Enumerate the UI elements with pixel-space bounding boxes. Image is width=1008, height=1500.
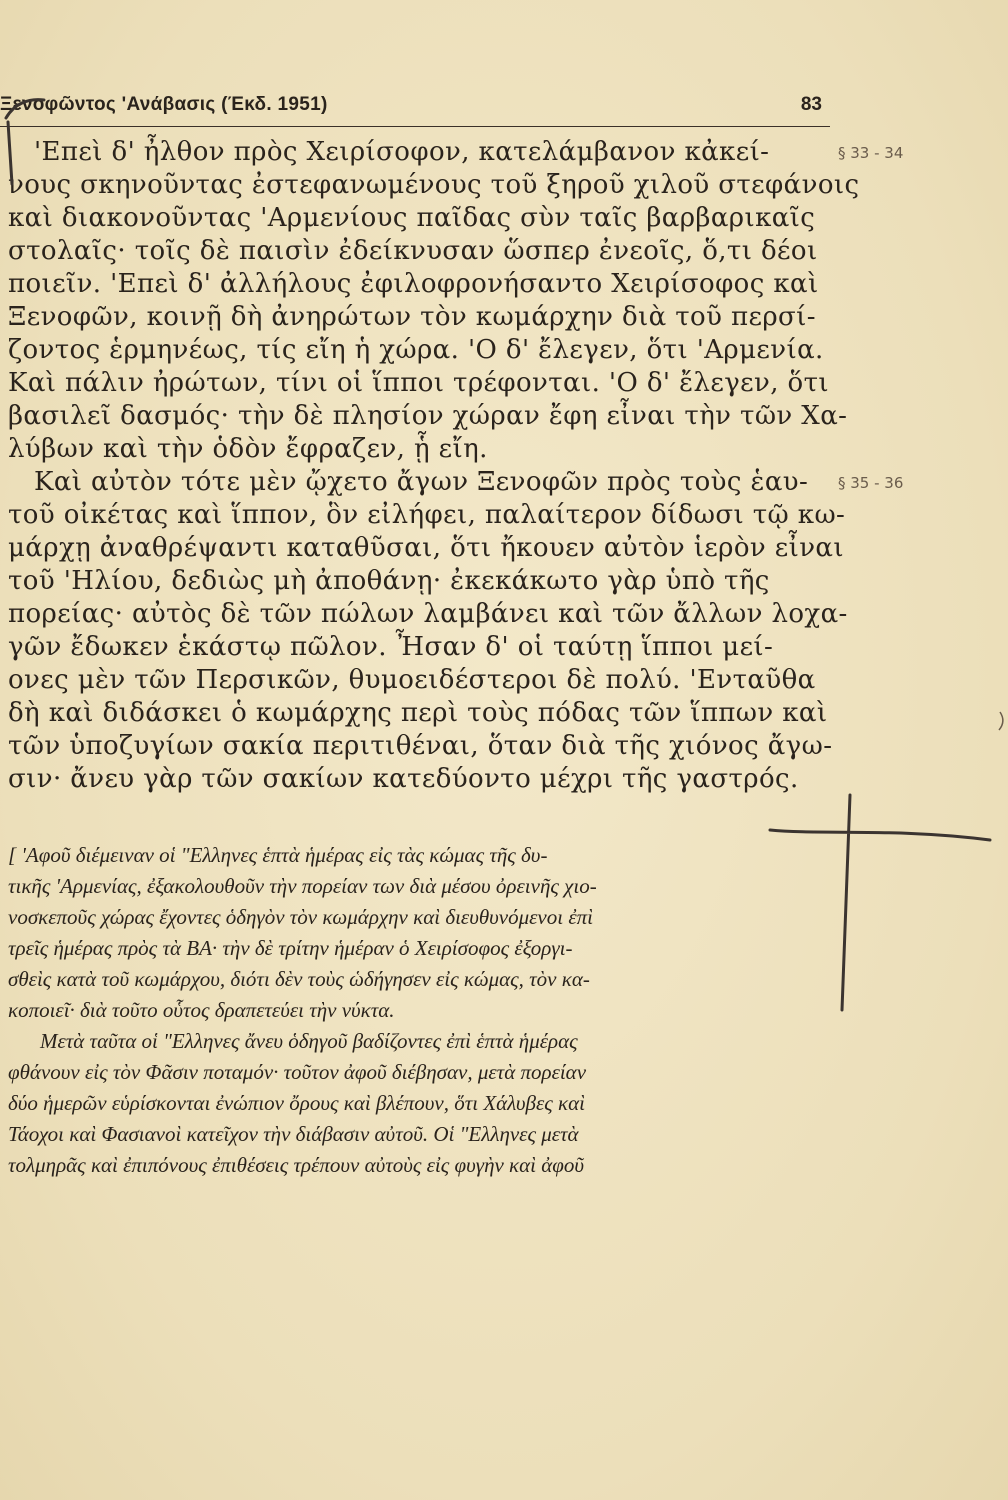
text-line: μάρχῃ ἀναθρέψαντι καταθῦσαι, ὅτι ἤκουεν αὐτὸν ἱερὸν εἶναι <box>8 533 844 563</box>
margin-section-ref: § 33 - 34 <box>838 144 904 162</box>
summary-line: σθεὶς κατὰ τοῦ κωμάρχου, διότι δὲν τοὺς ὡδήγησεν εἰς κώμας, τὸν κα- <box>8 967 590 991</box>
text-line: ποιεῖν. 'Επεὶ δ' ἀλλήλους ἐφιλοφρονήσαντο Χειρίσοφος καὶ <box>8 269 819 299</box>
text-line: Ξενοφῶν, κοινῇ δὴ ἀνηρώτων τὸν κωμάρχην διὰ τοῦ περσί- <box>8 302 816 332</box>
text-line: νους σκηνοῦντας ἐστεφανωμένους τοῦ ξηροῦ χιλοῦ στεφάνοις <box>8 170 860 200</box>
text-line: βασιλεῖ δασμός· τὴν δὲ πλησίον χώραν ἔφη εἶναι τὴν τῶν Χα- <box>8 401 848 431</box>
text-line: Καὶ πάλιν ἠρώτων, τίνι οἱ ἵπποι τρέφονται. 'Ο δ' ἔλεγεν, ὅτι <box>8 368 829 398</box>
text-line: Καὶ αὐτὸν τότε μὲν ᾤχετο ἄγων Ξενοφῶν πρὸς τοὺς ἑαυ- <box>34 467 809 497</box>
pencil-end-mark <box>770 795 990 1010</box>
text-line: λύβων καὶ τὴν ὁδὸν ἔφραζεν, ᾗ εἴη. <box>8 434 488 464</box>
text-line: ονες μὲν τῶν Περσικῶν, θυμοειδέστεροι δὲ πολύ. 'Ενταῦθα <box>8 665 816 695</box>
text-line: τοῦ οἰκέτας καὶ ἵππον, ὃν εἰλήφει, παλαίτερον δίδωσι τῷ κω- <box>8 500 846 530</box>
text-line: τῶν ὑποζυγίων σακία περιτιθέναι, ὅταν διὰ τῆς χιόνος ἄγω- <box>8 731 833 761</box>
summary-line: τολμηρᾶς καὶ ἐπιπόνους ἐπιθέσεις τρέπουν αὐτοὺς εἰς φυγὴν καὶ ἀφοῦ <box>8 1153 585 1177</box>
summary-line: Μετὰ ταῦτα οἱ "Ελληνες ἄνευ ὁδηγοῦ βαδίζοντες ἐπὶ ἑπτὰ ἡμέρας <box>40 1029 578 1053</box>
text-line: σιν· ἄνευ γὰρ τῶν σακίων κατεδύοντο μέχρι τῆς γαστρός. <box>8 764 799 794</box>
pencil-tick <box>999 712 1003 730</box>
page-number: 83 <box>800 94 822 115</box>
text-line: 'Επεὶ δ' ἦλθον πρὸς Χειρίσοφον, κατελάμβανον κἀκεί- <box>34 137 770 167</box>
summary-line: δύο ἡμερῶν εὑρίσκονται ἐνώπιον ὄρους καὶ βλέπουν, ὅτι Χάλυβες καὶ <box>8 1091 585 1115</box>
summary-line: νοσκεποῦς χώρας ἔχοντες ὁδηγὸν τὸν κωμάρχην καὶ διευθυνόμενοι ἐπὶ <box>8 905 593 929</box>
text-line: δὴ καὶ διδάσκει ὁ κωμάρχης περὶ τοὺς πόδας τῶν ἵππων καὶ <box>8 698 828 728</box>
text-line: γῶν ἔδωκεν ἑκάστῳ πῶλον. Ἦσαν δ' οἱ ταύτῃ ἵπποι μεί- <box>8 632 774 662</box>
pencil-start-mark <box>6 100 44 184</box>
text-line: καὶ διακονοῦντας 'Αρμενίους παῖδας σὺν ταῖς βαρβαρικαῖς <box>8 203 816 233</box>
summary-line: φθάνουν εἰς τὸν Φᾶσιν ποταμόν· τοῦτον ἀφοῦ διέβησαν, μετὰ πορείαν <box>8 1060 587 1084</box>
summary-line: τικῆς 'Αρμενίας, ἐξακολουθοῦν τὴν πορείαν των διὰ μέσου ὀρεινῆς χιο- <box>8 874 597 898</box>
summary-line: τρεῖς ἡμέρας πρὸς τὰ ΒΑ· τὴν δὲ τρίτην ἡμέραν ὁ Χειρίσοφος ἐξοργι- <box>8 936 573 960</box>
text-line: τοῦ 'Ηλίου, δεδιὼς μὴ ἀποθάνῃ· ἐκεκάκωτο γὰρ ὑπὸ τῆς <box>8 566 770 596</box>
text-line: πορείας· αὐτὸς δὲ τῶν πώλων λαμβάνει καὶ τῶν ἄλλων λοχα- <box>8 599 848 629</box>
summary-line: κοποιεῖ· διὰ τοῦτο οὗτος δραπετεύει τὴν νύκτα. <box>8 998 395 1022</box>
text-line: ζοντος ἑρμηνέως, τίς εἴη ἡ χώρα. 'Ο δ' ἔλεγεν, ὅτι 'Αρμενία. <box>8 335 824 365</box>
summary-line: Τάοχοι καὶ Φασιανοὶ κατεῖχον τὴν διάβασιν αὐτοῦ. Οἱ "Ελληνες μετὰ <box>8 1122 579 1146</box>
summary-line: [ 'Αφοῦ διέμειναν οἱ "Ελληνες ἑπτὰ ἡμέρας εἰς τὰς κώμας τῆς δυ- <box>8 843 548 867</box>
margin-section-ref: § 35 - 36 <box>838 474 904 492</box>
header-title: Ξενοφῶντος 'Ανάβασις (Έκδ. 1951) <box>0 94 328 115</box>
text-line: στολαῖς· τοῖς δὲ παισὶν ἐδείκνυσαν ὥσπερ ἐνεοῖς, ὅ,τι δέοι <box>8 236 818 266</box>
